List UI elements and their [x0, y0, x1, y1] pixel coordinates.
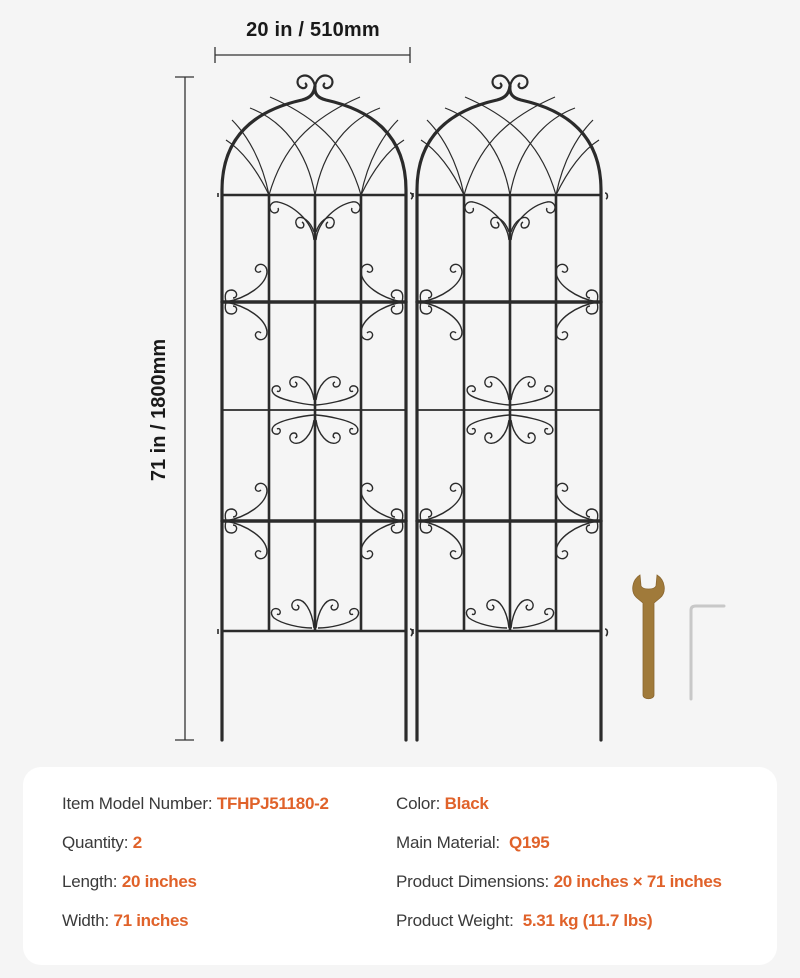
- spec-quantity: [62, 833, 142, 853]
- spec-value: 20 inches: [121, 872, 197, 891]
- trellis-panel-2: [413, 75, 607, 740]
- spec-label: Main Material:: [396, 833, 510, 852]
- width-dimension-label: 20 in / 510mm: [246, 19, 380, 41]
- spec-width: [62, 911, 188, 931]
- spec-card: [23, 767, 777, 965]
- spec-item-model-number: [62, 794, 329, 814]
- spec-value: Q195: [509, 833, 550, 852]
- spec-value: TFHPJ51180-2: [216, 794, 329, 813]
- spec-label: Product Dimensions:: [396, 872, 554, 891]
- wrench-icon: [633, 575, 665, 699]
- trellis-panel-1: [218, 75, 412, 740]
- spec-value: 5.31 kg (11.7 lbs): [522, 911, 653, 930]
- width-dimension-line: [215, 47, 410, 63]
- spec-value: 20 inches × 71 inches: [553, 872, 722, 891]
- spec-label: Quantity:: [62, 833, 133, 852]
- spec-length: [62, 872, 197, 892]
- spec-label: Product Weight:: [396, 911, 523, 930]
- height-dimension-line: [175, 77, 194, 740]
- hex-key-icon: [691, 606, 724, 699]
- spec-product-dimensions: [396, 872, 722, 892]
- height-dimension-label: 71 in / 1800mm: [148, 338, 170, 482]
- spec-label: Item Model Number:: [62, 794, 217, 813]
- spec-label: Width:: [62, 911, 114, 930]
- spec-color: [396, 794, 489, 814]
- spec-main-material: [396, 833, 549, 853]
- spec-product-weight: [396, 911, 652, 931]
- spec-label: Color:: [396, 794, 445, 813]
- spec-label: Length:: [62, 872, 122, 891]
- spec-value: Black: [444, 794, 489, 813]
- spec-value: 71 inches: [113, 911, 189, 930]
- spec-value: 2: [132, 833, 142, 852]
